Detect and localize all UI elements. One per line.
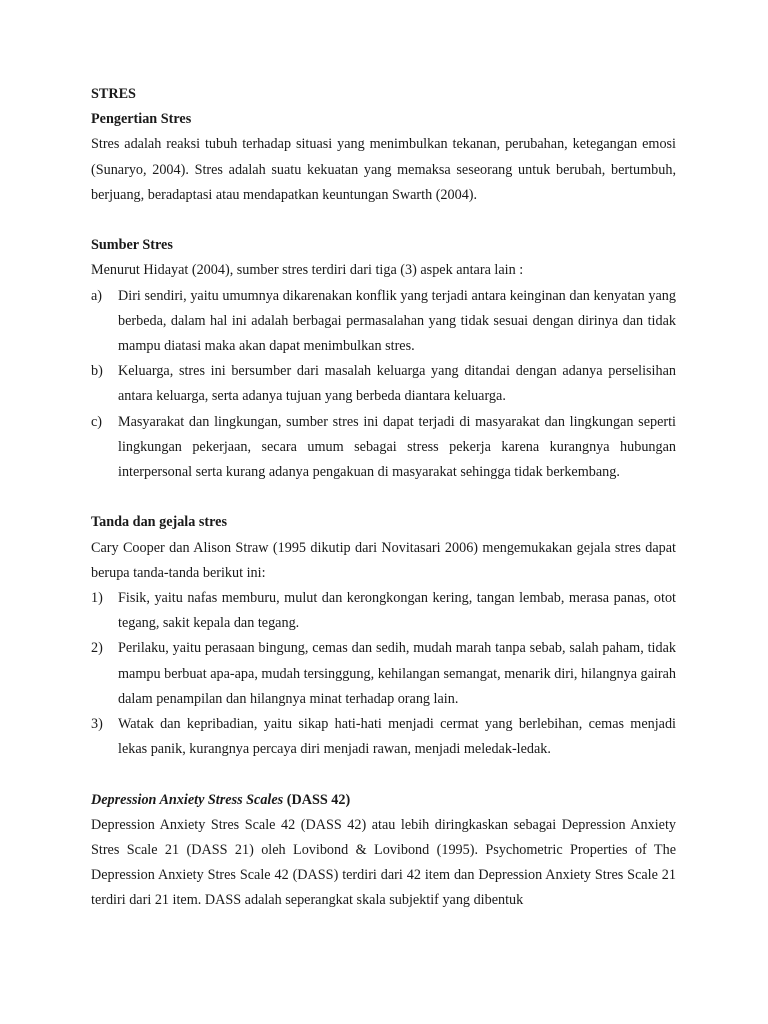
- document-title: STRES: [91, 86, 136, 102]
- list-marker: a): [91, 287, 103, 304]
- list-item-text: Watak dan kepribadian, yaitu sikap hati-hati menjadi cermat yang berlebihan, cemas menjadi lekas panik, kurangnya percaya diri menjadi rawan, menjadi meledak-ledak.: [118, 716, 676, 758]
- list-item-text: Fisik, yaitu nafas memburu, mulut dan kerongkongan kering, tangan lembab, merasa panas, otot tegang, sakit kepala dan tegang.: [118, 590, 676, 632]
- section-heading-dass-italic: Depression Anxiety Stress Scales: [91, 791, 284, 808]
- paragraph-tanda-intro: Cary Cooper dan Alison Straw (1995 dikutip dari Novitasari 2006) mengemukakan gejala stres dapat berupa tanda-tanda berikut ini:: [91, 539, 676, 581]
- list-item-text: Diri sendiri, yaitu umumnya dikarenakan konflik yang terjadi antara keinginan dan kenyatan yang berbeda, dalam hal ini adalah berbagai permasalahan yang tidak sesuai dengan dirinya dan tidak mampu diatasi maka akan dapat menimbulkan stres.: [118, 287, 676, 355]
- list-marker: c): [91, 413, 103, 430]
- list-marker: 3): [91, 716, 103, 733]
- section-heading-sumber: Sumber Stres: [91, 237, 173, 254]
- paragraph-pengertian: Stres adalah reaksi tubuh terhadap situasi yang menimbulkan tekanan, perubahan, ketegangan emosi (Sunaryo, 2004). Stres adalah suatu kekuatan yang memaksa seseorang untuk berubah, bertumbuh, berjuang, beradaptasi atau mendapatkan keuntungan Swarth (2004).: [91, 136, 676, 203]
- list-sumber: [91, 284, 676, 486]
- list-item-text: Perilaku, yaitu perasaan bingung, cemas dan sedih, mudah marah tanpa sebab, salah paham, tidak mampu berbuat apa-apa, mudah tersinggung, kehilangan semangat, menarik diri, hilangnya gairah dalam penampilan dan hilangnya minat terhadap orang lain.: [118, 640, 676, 707]
- list-marker: b): [91, 363, 103, 380]
- list-item: [91, 359, 676, 409]
- spacer: [91, 208, 676, 233]
- list-item: [91, 284, 676, 360]
- list-marker: 2): [91, 640, 103, 657]
- list-item: [91, 586, 676, 636]
- list-marker: 1): [91, 590, 103, 607]
- section-heading-tanda: Tanda dan gejala stres: [91, 514, 227, 531]
- list-item: [91, 410, 676, 486]
- paragraph-sumber-intro: Menurut Hidayat (2004), sumber stres terdiri dari tiga (3) aspek antara lain :: [91, 262, 524, 279]
- section-heading-dass: [91, 788, 676, 813]
- list-gejala: [91, 586, 676, 762]
- section-heading-dass-rest: (DASS 42): [283, 791, 351, 808]
- list-item: [91, 712, 676, 762]
- document-page: [91, 80, 676, 914]
- spacer: [91, 762, 676, 787]
- list-item: [91, 636, 676, 712]
- spacer: [91, 485, 676, 510]
- list-item-text: Keluarga, stres ini bersumber dari masalah keluarga yang ditandai dengan adanya perselisihan antara keluarga, serta adanya tujuan yang berbeda diantara keluarga.: [118, 363, 676, 405]
- list-item-text: Masyarakat dan lingkungan, sumber stres ini dapat terjadi di masyarakat dan lingkungan seperti lingkungan pekerjaan, secara umum sebagai stress pekerja karena kurangnya hubungan interpersonal serta kurang adanya pengakuan di masyarakat sehingga tidak berkembang.: [118, 413, 676, 481]
- paragraph-dass: Depression Anxiety Stres Scale 42 (DASS 42) atau lebih diringkaskan sebagai Depression Anxiety Stres Scale 21 (DASS 21) oleh Lovibond & Lovibond (1995). Psychometric Properties of The Depression Anxiety Stres Scale 42 (DASS) terdiri dari 42 item dan Depression Anxiety Stres Scale 21 terdiri dari 21 item. DASS adalah seperangkat skala subjektif yang dibentuk: [91, 816, 676, 909]
- section-heading-pengertian: Pengertian Stres: [91, 111, 192, 128]
